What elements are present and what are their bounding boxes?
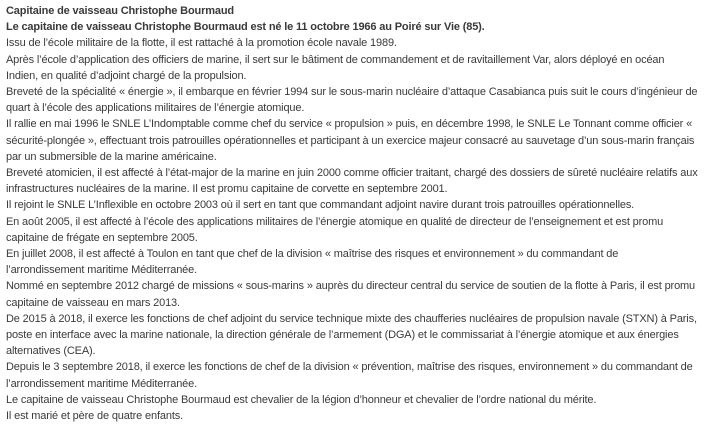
paragraph-etat-major: Breveté atomicien, il est affecté à l’état-major de la marine en juin 2000 comme officier traitant, chargé des dossiers de sûreté nucléaire relatifs aux infrastructures nucléaires de la marine. Il est promu capitaine de corvette en septembre 2001. xyxy=(6,167,698,196)
paragraph-honours: Le capitaine de vaisseau Christophe Bourmaud est chevalier de la légion d’honneur et chevalier de l’ordre national du mérite. xyxy=(6,393,597,406)
paragraph-var-assignment: Après l’école d’application des officiers de marine, il sert sur le bâtiment de commandement et de ravitaillement Var, alors déployé en océan Indien, en qualité d’adjoint chargé de la propulsion. xyxy=(6,53,665,82)
paragraph-current-role: Depuis le 3 septembre 2018, il exerce les fonctions de chef de la division « prévention, maîtrise des risques, environnement » du commandant de l’arrondissement maritime Méditerranée. xyxy=(6,361,693,390)
paragraph-family: Il est marié et père de quatre enfants. xyxy=(6,410,183,423)
paragraph-snle-service: Il rallie en mai 1996 le SNLE L’Indomptable comme chef du service « propulsion » puis, en décembre 1998, le SNLE Le Tonnant comme officier « sécurité-plongée », effectuant trois patrouilles opérationnelles et participant à un exercice majeur consacré au sauvetage d’un sous-marin français par un submersible de la marine américaine. xyxy=(6,118,695,163)
paragraph-paris-missions: Nommé en septembre 2012 chargé de missions « sous-marins » auprès du directeur central du service de soutien de la flotte à Paris, il est promu capitaine de vaisseau en mars 2013. xyxy=(6,280,696,309)
paragraph-stxn: De 2015 à 2018, il exerce les fonctions de chef adjoint du service technique mixte des chaufferies nucléaires de propulsion navale (STXN) à Paris, poste en interface avec la marine nationale, la direction générale de l’armement (DGA) et le commissariat à l’énergie atomique et aux énergies alternatives (CEA). xyxy=(6,312,697,358)
paragraph-education: Issu de l’école militaire de la flotte, il est rattaché à la promotion école navale 1989. xyxy=(6,37,397,50)
lead-paragraph: Le capitaine de vaisseau Christophe Bourmaud est né le 11 octobre 1966 au Poiré sur Vie (85). xyxy=(6,21,485,34)
paragraph-casabianca: Breveté de la spécialité « énergie », il embarque en février 1994 sur le sous-marin nucléaire d’attaque Casabianca puis suit le cours d’ingénieur de quart à l’école des applications militaires de l’énergie atomique. xyxy=(6,86,698,115)
page-title: Capitaine de vaisseau Christophe Bourmaud xyxy=(6,5,234,17)
paragraph-inflexible: Il rejoint le SNLE L’Inflexible en octobre 2003 où il sert en tant que commandant adjoint navire durant trois patrouilles opérationnelles. xyxy=(6,199,635,212)
paragraph-toulon: En juillet 2008, il est affecté à Toulon en tant que chef de la division « maîtrise des risques et environnement » du commandant de l’arrondissement maritime Méditerranée. xyxy=(6,248,619,277)
paragraph-school-director: En août 2005, il est affecté à l’école des applications militaires de l’énergie atomique en qualité de directeur de l’enseignement et est promu capitaine de frégate en septembre 2005. xyxy=(6,215,664,244)
